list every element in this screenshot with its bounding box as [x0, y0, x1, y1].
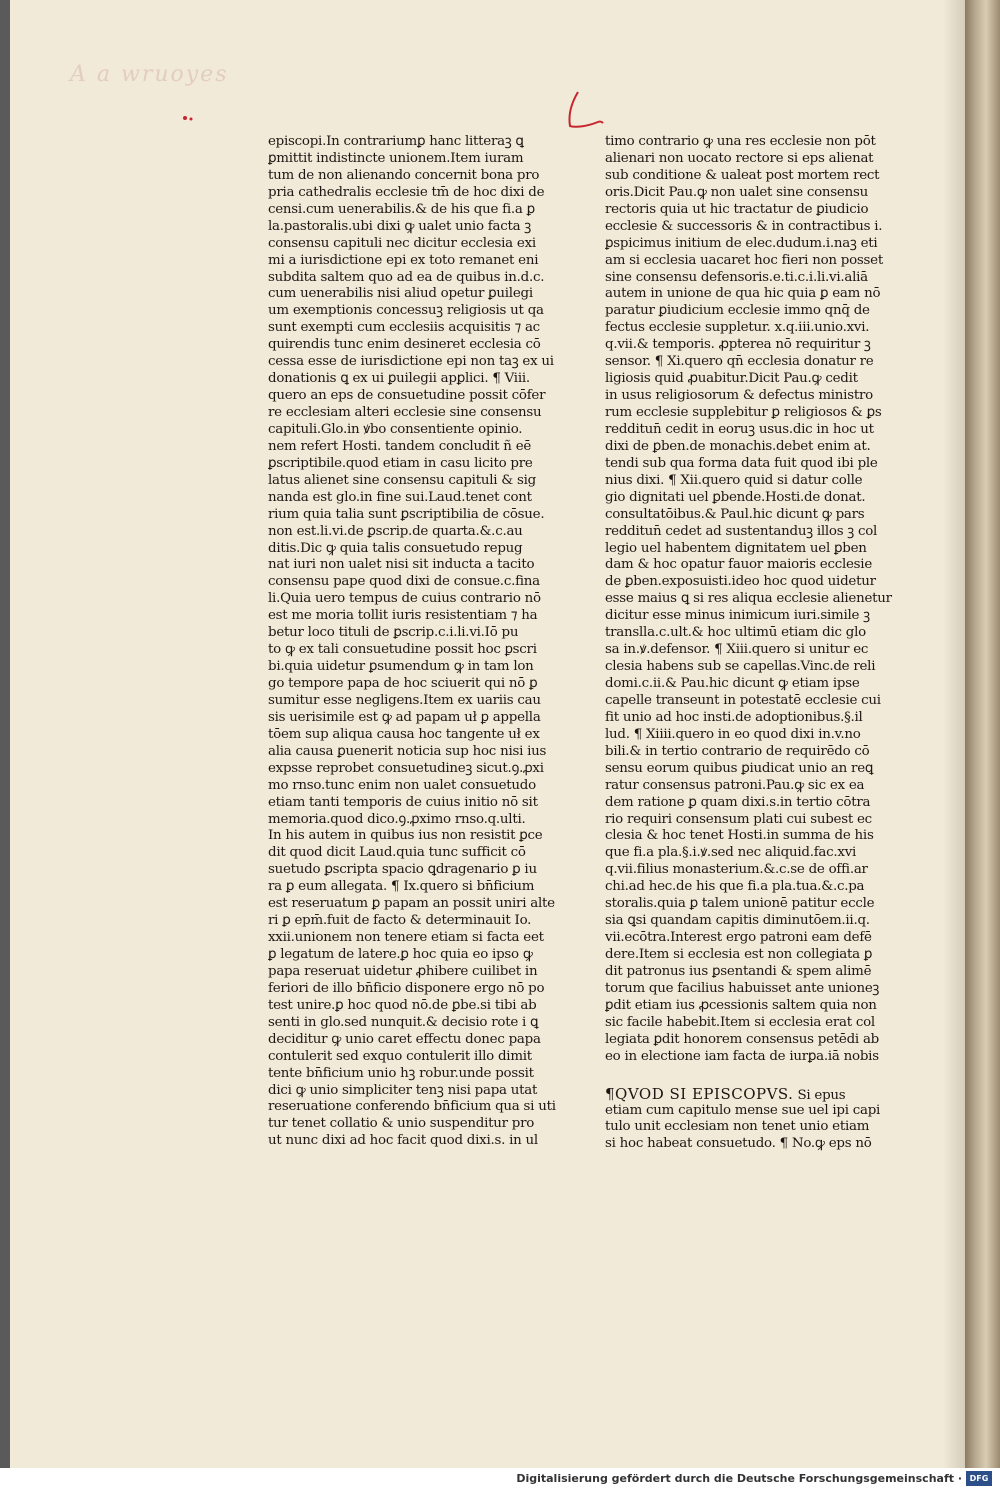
text-line: episcopi.In contrariumꝑ hanc litteraꝫ ꝗ: [268, 134, 524, 149]
text-line: rium quia talia sunt ꝑscriptibilia de cōsue.: [268, 506, 545, 522]
text-line: domi.c.ii.& Pau.hic dicunt ꝙ etiam ipse: [605, 676, 860, 691]
text-line: quirendis tunc enim desineret ecclesia cō: [268, 337, 541, 353]
text-line: subdita saltem quo ad ea de quibus in.d.c.: [268, 269, 545, 285]
section-heading-title: ¶QVOD SI EPISCOPVS.: [605, 1085, 794, 1103]
text-line: ra ꝑ eum allegata. ¶ Ix.quero si bn̄ficium: [268, 879, 535, 895]
text-line: sic facile habebit.Item si ecclesia erat col: [605, 1014, 875, 1030]
text-line: eo in electione iam facta de iurꝑa.iā nobis: [605, 1048, 879, 1064]
heading-text-line: etiam cum capitulo mense sue uel ipi capi: [605, 1102, 881, 1118]
right-text-column: [605, 134, 905, 1153]
text-line: contulerit sed exquo contulerit illo dimit: [268, 1048, 532, 1064]
text-line: vii.ecōtra.Interest ergo patroni eam defē: [605, 930, 872, 946]
text-line: tum de non alienando concernit bona pro: [268, 167, 540, 183]
text-line: sub conditione & ualeat post mortem rect: [605, 167, 880, 183]
text-line: la.pastoralis.ubi dixi ꝙ ualet unio facta ꝫ: [268, 218, 531, 234]
text-line: storalis.quia ꝑ talem unionē patitur eccle: [605, 896, 875, 912]
text-line: q.vii.& temporis. ꝓpterea nō requiritur ꝫ: [605, 337, 871, 353]
text-line: bi.quia uidetur ꝑsumendum ꝙ in tam lon: [268, 659, 534, 675]
text-line: sumitur esse negligens.Item ex uariis cau: [268, 692, 541, 708]
text-line: redditun̄ cedit in eoruꝫ usus.dic in hoc ut: [605, 421, 874, 437]
text-line: ꝑ legatum de latere.ꝑ hoc quia eo ipso ꝙ: [268, 947, 533, 962]
text-line: capelle transeunt in potestatē ecclesie cui: [605, 692, 881, 708]
text-line: pria cathedralis ecclesie tm̄ de hoc dixi de: [268, 184, 545, 200]
red-ink-speck: [182, 114, 194, 122]
text-line: que fi.a pla.§.i.ꝟ.sed nec aliquid.fac.xvi: [605, 845, 857, 861]
text-line: tendi sub qua forma data fuit quod ibi ple: [605, 455, 878, 471]
red-rubric-mark: [558, 88, 604, 134]
text-line: legiata ꝑdit honorem consensus petēdi ab: [605, 1031, 880, 1047]
text-line: mo rnso.tunc enim non ualet consuetudo: [268, 777, 536, 793]
text-line: rio requiri consensum plati cui subest ec: [605, 811, 872, 827]
text-line: legio uel habentem dignitatem uel ꝑben: [605, 540, 867, 556]
text-line: ri ꝑ epm̄.fuit de facto & determinauit Io.: [268, 913, 532, 929]
text-line: ꝑdit etiam ius ꝓcessionis saltem quia non: [605, 997, 877, 1013]
text-line: sunt exempti cum ecclesiis acquisitis ⁊ ac: [268, 320, 540, 336]
heading-text-line: si hoc habeat consuetudo. ¶ No.ꝙ eps nō: [605, 1136, 872, 1152]
text-line: tur tenet collatio & unio suspenditur pro: [268, 1116, 535, 1132]
text-line: chi.ad hec.de his que fi.a pla.tua.&.c.pa: [605, 879, 865, 895]
text-line: de ꝑben.exposuisti.ideo hoc quod uidetur: [605, 574, 876, 590]
text-line: ditis.Dic ꝙ quia talis consuetudo repug: [268, 540, 523, 556]
text-line: ratur consensus patroni.Pau.ꝙ sic ex ea: [605, 777, 865, 793]
text-line: sia ꝗsi quandam capitis diminutōem.ii.q.: [605, 913, 870, 929]
text-line: suetudo ꝑscripta spacio ꝗdragenario ꝑ iu: [268, 862, 537, 878]
text-line: mi a iurisdictione epi ex toto remanet eni: [268, 252, 539, 268]
text-line: torum que facilius habuisset ante unioneꝫ: [605, 980, 880, 996]
text-line: donationis ꝗ ex ui ꝑuilegii apꝑlici. ¶ Viii.: [268, 371, 530, 387]
text-line: ꝑscriptibile.quod etiam in casu licito pre: [268, 455, 533, 471]
section-heading-first-line: [605, 1086, 905, 1103]
text-line: betur loco tituli de ꝑscrip.c.i.li.vi.Iō pu: [268, 625, 519, 641]
text-line: tōem sup aliqua causa hoc tangente uł ex: [268, 726, 540, 742]
section-heading-block: [605, 1086, 905, 1154]
left-text-column: [268, 134, 570, 1150]
text-line: test unire.ꝑ hoc quod nō.de ꝑbe.si tibi ab: [268, 997, 537, 1013]
text-line: li.Quia uero tempus de cuius contrario nō: [268, 591, 541, 607]
text-line: um exemptionis concessuꝫ religiosis ut qa: [268, 303, 544, 319]
text-line: censi.cum uenerabilis.& de his que fi.a ꝑ: [268, 201, 535, 217]
text-line: ꝑmittit indistincte unionem.Item iuram: [268, 150, 524, 166]
text-line: dit patronus ius ꝑsentandi & spem alimē: [605, 963, 872, 979]
text-line: ut nunc dixi ad hoc facit quod dixi.s. in ul: [268, 1133, 538, 1149]
book-edge-pages: [965, 0, 1000, 1468]
text-line: dicitur esse minus inimicum iuri.simile ꝫ: [605, 608, 870, 624]
text-line: non est.li.vi.de ꝑscrip.de quarta.&.c.au: [268, 523, 523, 539]
section-heading-title-rest: Si epus: [793, 1087, 846, 1103]
text-line: to ꝙ ex tali consuetudine possit hoc ꝑscri: [268, 642, 537, 658]
text-line: expsse reprobet consuetudineꝫ sicut.ꝯ.ꝓxi: [268, 760, 544, 776]
right-column-lines: [605, 134, 905, 1066]
text-line: feriori de illo bn̄ficio disponere ergo nō po: [268, 980, 545, 996]
text-line: capituli.Glo.in ꝟbo consentiente opinio.: [268, 421, 523, 437]
text-line: redditun̄ cedet ad sustentanduꝫ illos ꝫ col: [605, 523, 878, 539]
text-line: est me moria tollit iuris resistentiam ⁊ ha: [268, 608, 538, 624]
text-line: sine consensu defensoris.e.ti.c.i.li.vi.aliā: [605, 269, 868, 285]
text-line: clesia & hoc tenet Hosti.in summa de his: [605, 828, 874, 844]
section-heading-lines: [605, 1103, 905, 1154]
text-line: in usus religiosorum & defectus ministro: [605, 388, 873, 404]
text-line: consensu capituli nec dicitur ecclesia exi: [268, 235, 536, 251]
funding-notice: Digitalisierung gefördert durch die Deutsche Forschungsgemeinschaft ·: [516, 1472, 962, 1485]
text-line: lud. ¶ Xiiii.quero in eo quod dixi in.v.no: [605, 726, 861, 742]
text-line: bili.& in tertio contrario de requirēdo cō: [605, 743, 870, 759]
text-line: xxii.unionem non tenere etiam si facta eet: [268, 930, 544, 946]
text-line: papa reseruat uidetur ꝓhibere cuilibet in: [268, 963, 538, 979]
text-line: q.vii.filius monasterium.&.c.se de offi.ar: [605, 862, 868, 878]
text-line: timo contrario ꝙ una res ecclesie non pōt: [605, 134, 876, 149]
text-line: nanda est glo.in fine sui.Laud.tenet cont: [268, 489, 532, 505]
text-line: nius dixi. ¶ Xii.quero quid si datur colle: [605, 472, 863, 488]
text-line: senti in glo.sed nunquit.& decisio rote i ꝗ: [268, 1014, 539, 1030]
text-line: deciditur ꝙ unio caret effectu donec papa: [268, 1031, 541, 1047]
text-line: fit unio ad hoc insti.de adoptionibus.§.il: [605, 709, 863, 725]
text-line: etiam tanti temporis de cuius initio nō sit: [268, 794, 538, 810]
book-page: [10, 0, 966, 1468]
text-line: cum uenerabilis nisi aliud opetur ꝑuilegi: [268, 286, 533, 302]
text-line: sensor. ¶ Xi.quero qn̄ ecclesia donatur re: [605, 354, 874, 370]
dfg-logo: DFG: [966, 1471, 992, 1486]
text-line: In his autem in quibus ius non resistit ꝑce: [268, 828, 543, 844]
text-line: go tempore papa de hoc sciuerit qui nō ꝑ: [268, 676, 538, 691]
text-line: alienari non uocato rectore si eps alienat: [605, 150, 874, 166]
text-line: latus alienet sine consensu capituli & sig: [268, 472, 536, 488]
text-line: clesia habens sub se capellas.Vinc.de reli: [605, 659, 876, 675]
text-line: consensu pape quod dixi de consue.c.fina: [268, 574, 540, 590]
text-line: dici ꝙ unio simpliciter tenꝫ nisi papa utat: [268, 1082, 538, 1098]
text-line: reseruatione conferendo bn̄ficium qua si uti: [268, 1099, 556, 1115]
text-line: translla.c.ult.& hoc ultimū etiam dic glo: [605, 625, 866, 641]
text-line: dixi de ꝑben.de monachis.debet enim at.: [605, 438, 871, 454]
text-line: gio dignitati uel ꝑbende.Hosti.de donat.: [605, 489, 866, 505]
text-line: fectus ecclesie suppletur. x.q.iii.unio.xvi.: [605, 320, 870, 336]
text-line: dam & hoc opatur fauor maioris ecclesie: [605, 557, 872, 573]
text-line: paratur ꝑiudicium ecclesie immo qnq̄ de: [605, 303, 870, 319]
text-line: ecclesie & successoris & in contractibus i.: [605, 218, 883, 234]
text-line: sis uerisimile est ꝙ ad papam uł ꝑ appella: [268, 709, 541, 725]
text-line: consultatōibus.& Paul.hic dicunt ꝙ pars: [605, 506, 865, 522]
faded-marginal-note: A a wruoyes: [70, 62, 229, 87]
text-line: dere.Item si ecclesia est non collegiata ꝑ: [605, 947, 873, 962]
text-line: rum ecclesie supplebitur ꝑ religiosos & ꝑs: [605, 405, 882, 420]
text-line: est reseruatum ꝑ papam an possit uniri alte: [268, 896, 555, 912]
text-line: re ecclesiam alteri ecclesie sine consensu: [268, 405, 542, 420]
text-line: memoria.quod dico.ꝯ.ꝓximo rnso.q.ulti.: [268, 811, 526, 827]
text-line: alia causa ꝑuenerit noticia sup hoc nisi ius: [268, 743, 547, 759]
text-line: quero an eps de consuetudine possit cōfer: [268, 388, 546, 404]
text-line: oris.Dicit Pau.ꝙ non ualet sine consensu: [605, 184, 868, 200]
text-line: esse maius ꝗ si res aliqua ecclesie alienetur: [605, 591, 892, 607]
heading-text-line: tulo unit ecclesiam non tenet unio etiam: [605, 1119, 870, 1135]
text-line: cessa esse de iurisdictione epi non taꝫ ex ui: [268, 354, 554, 370]
text-line: autem in unione de qua hic quia ꝑ eam nō: [605, 286, 881, 302]
text-line: rectoris quia ut hic tractatur de ꝑiudicio: [605, 201, 869, 217]
text-line: nem refert Hosti. tandem concludit ñ eē: [268, 438, 532, 454]
text-line: sensu eorum quibus ꝑiudicat unio an reꝗ: [605, 760, 874, 776]
text-line: ligiosis quid ꝓuabitur.Dicit Pau.ꝙ cedit: [605, 371, 858, 387]
text-line: tente bn̄ficium unio hꝫ robur.unde possit: [268, 1065, 534, 1081]
text-line: nat iuri non ualet nisi sit inducta a tacito: [268, 557, 535, 573]
text-line: dem ratione ꝑ quam dixi.s.in tertio cōtra: [605, 794, 871, 810]
footer-bar: [0, 1468, 1000, 1490]
text-line: ꝑspicimus initium de elec.dudum.i.naꝫ eti: [605, 235, 878, 251]
text-line: am si ecclesia uacaret hoc fieri non posset: [605, 252, 883, 268]
text-line: sa in.ꝟ.defensor. ¶ Xiii.quero si unitur ec: [605, 642, 869, 658]
text-line: dit quod dicit Laud.quia tunc sufficit cō: [268, 845, 526, 861]
